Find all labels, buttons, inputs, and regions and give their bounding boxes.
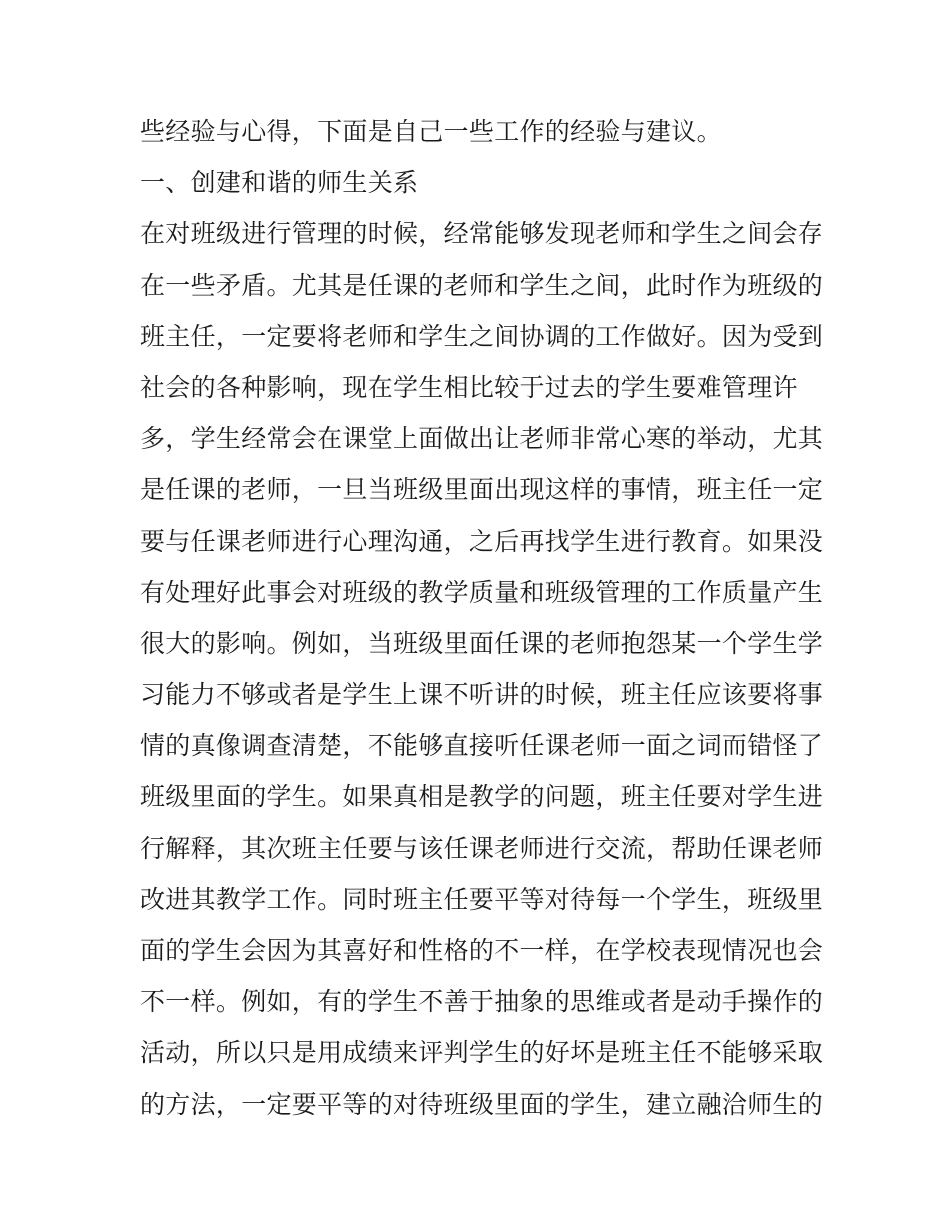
text-line: 习能力不够或者是学生上课不听讲的时候，班主任应该要将事 [140, 680, 824, 710]
text-line: 改进其教学工作。同时班主任要平等对待每一个学生，班级里 [140, 884, 824, 914]
text-line: 行解释，其次班主任要与该任课老师进行交流，帮助任课老师 [140, 833, 824, 863]
text-line: 在一些矛盾。尤其是任课的老师和学生之间，此时作为班级的 [140, 270, 824, 300]
text-line: 是任课的老师，一旦当班级里面出现这样的事情，班主任一定 [140, 475, 824, 505]
section-heading: 一、创建和谐的师生关系 [140, 168, 419, 198]
text-line: 班级里面的学生。如果真相是教学的问题，班主任要对学生进 [140, 782, 824, 812]
text-line: 社会的各种影响，现在学生相比较于过去的学生要难管理许 [140, 372, 798, 402]
text-line: 的方法，一定要平等的对待班级里面的学生，建立融洽师生的 [140, 1089, 824, 1119]
text-line: 要与任课老师进行心理沟通，之后再找学生进行教育。如果没 [140, 526, 824, 556]
text-line: 很大的影响。例如，当班级里面任课的老师抱怨某一个学生学 [140, 628, 824, 658]
body-text [140, 106, 824, 1130]
text-line: 在对班级进行管理的时候，经常能够发现老师和学生之间会存 [140, 219, 824, 249]
text-line: 活动，所以只是用成绩来评判学生的好坏是班主任不能够采取 [140, 1038, 824, 1068]
text-line: 不一样。例如，有的学生不善于抽象的思维或者是动手操作的 [140, 987, 824, 1017]
text-line: 多，学生经常会在课堂上面做出让老师非常心寒的举动，尤其 [140, 424, 824, 454]
text-line: 班主任，一定要将老师和学生之间协调的工作做好。因为受到 [140, 321, 824, 351]
text-line: 情的真像调查清楚，不能够直接听任课老师一面之词而错怪了 [140, 731, 824, 761]
text-line: 些经验与心得，下面是自己一些工作的经验与建议。 [140, 117, 722, 146]
text-line: 面的学生会因为其喜好和性格的不一样，在学校表现情况也会 [140, 936, 824, 965]
text-line: 有处理好此事会对班级的教学质量和班级管理的工作质量产生 [140, 577, 824, 607]
